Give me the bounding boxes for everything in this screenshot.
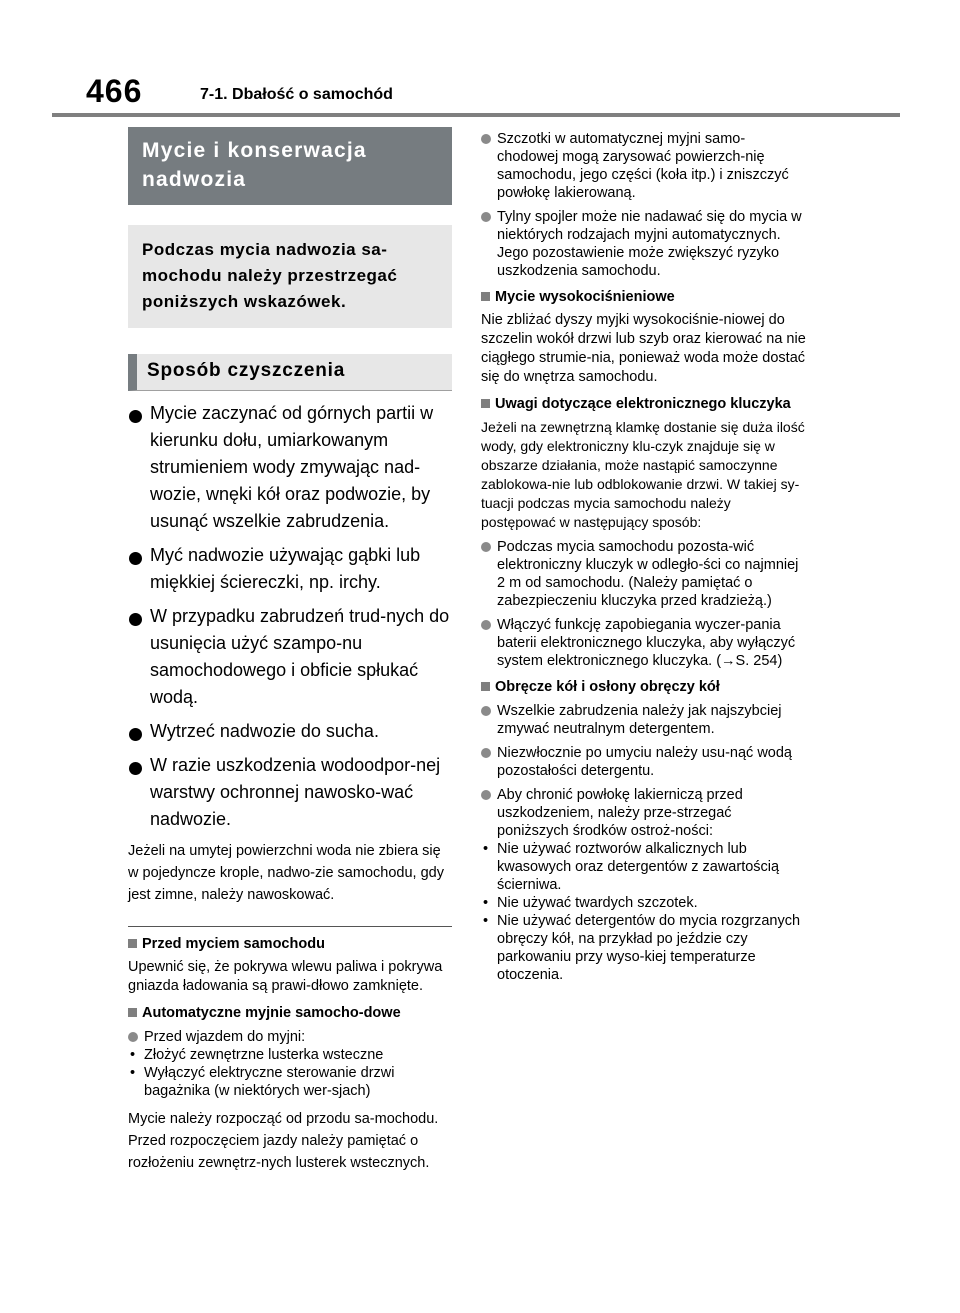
dash-bullet-icon: • — [130, 1065, 136, 1081]
list-item: Wszelkie zabrudzenia należy jak najszybciej zmywać neutralnym detergentem. — [481, 702, 806, 738]
list-item: Wytrzeć nadwozie do sucha. — [128, 718, 452, 745]
bullet-dot-icon — [481, 542, 491, 552]
intro-box: Podczas mycia nadwozia sa-mochodu należy przestrzegać poniższych wskazówek. — [128, 225, 452, 328]
dash-bullet-icon: • — [483, 895, 489, 911]
square-bullet-icon — [481, 292, 490, 301]
high-pressure-heading: Mycie wysokociśnieniowe — [481, 288, 806, 306]
header-rule — [52, 113, 900, 117]
list-item: • Złożyć zewnętrzne lusterka wsteczne — [130, 1047, 384, 1063]
wheels-heading: Obręcze kół i osłony obręczy kół — [481, 678, 806, 696]
key-notes-heading: Uwagi dotyczące elektronicznego kluczyka — [481, 395, 806, 413]
square-bullet-icon — [128, 1008, 137, 1017]
dash-bullet-icon: • — [130, 1047, 136, 1063]
list-item: Mycie zaczynać od górnych partii w kierunku dołu, umiarkowanym strumieniem wody zmywając nad-wozie, wnęki kół oraz podwozie, by usunąć wszelkie zabrudzenia. — [128, 400, 452, 535]
page-number: 466 — [86, 73, 143, 109]
list-item: • Wyłączyć elektryczne sterowanie drzwi bagażnika (w niektórych wer-sjach) — [130, 1065, 395, 1099]
auto-wash-text: Mycie należy rozpocząć od przodu sa-mochodu. Przed rozpoczęciem jazdy należy pamiętać o rozłożeniu zewnętrz-nych lusterek wstecznych. — [128, 1111, 439, 1171]
list-item: • Nie używać detergentów do mycia rozgrzanych obręczy kół, na przykład po jeździe czy parkowaniu przy wyso-kiej temperaturze otoczenia. — [483, 913, 801, 983]
high-pressure-text: Nie zbliżać dyszy myjki wysokociśnie-niowej do szczelin wokół drzwi lub szyb oraz kierować na nie ciągłego strumie-nia, ponieważ woda może dostać się do wnętrza samochodu. — [481, 312, 806, 385]
chapter-title: 7-1. Dbałość o samochód — [200, 86, 393, 103]
bullet-dot-icon — [129, 762, 142, 775]
divider — [128, 926, 452, 927]
list-item: Podczas mycia samochodu pozosta-wić elektroniczny kluczyk w odległo-ści co najmniej 2 m od samochodu. (Należy pamiętać o zabezpieczeniu kluczyka przed kradzieżą.) — [481, 538, 806, 610]
left-column — [128, 127, 452, 1174]
before-wash-text: Upewnić się, że pokrywa wlewu paliwa i pokrywa gniazda ładowania są prawi-dłowo zamknięte. — [128, 959, 443, 994]
square-bullet-icon — [481, 682, 490, 691]
bullet-dot-icon — [481, 748, 491, 758]
auto-wash-heading: Automatyczne myjnie samocho-dowe — [128, 1004, 452, 1022]
bullet-dot-icon — [481, 212, 491, 222]
list-item: W razie uszkodzenia wodoodpor-nej warstwy ochronnej nawosko-wać nadwozie. — [128, 752, 452, 833]
list-item: Tylny spojler może nie nadawać się do mycia w niektórych rodzajach myjni automatycznych. Jego pozostawienie może zwiększyć ryzyko uszkodzenia samochodu. — [481, 208, 806, 280]
bullet-dot-icon — [481, 790, 491, 800]
list-item: Przed wjazdem do myjni: — [128, 1028, 452, 1046]
bullet-dot-icon — [129, 410, 142, 423]
before-wash-heading: Przed myciem samochodu — [128, 935, 452, 953]
bullet-dot-icon — [481, 706, 491, 716]
square-bullet-icon — [481, 399, 490, 408]
right-column — [481, 127, 806, 984]
bullet-dot-icon — [129, 613, 142, 626]
dash-bullet-icon: • — [483, 913, 489, 929]
list-item: • Nie używać twardych szczotek. — [483, 895, 698, 911]
list-item: • Nie używać roztworów alkalicznych lub kwasowych oraz detergentów z zawartością ścierniwa. — [483, 841, 780, 893]
list-item: Myć nadwozie używając gąbki lub miękkiej ściereczki, np. irchy. — [128, 542, 452, 596]
cleaning-method-heading: Sposób czyszczenia — [128, 354, 452, 391]
bullet-dot-icon — [481, 134, 491, 144]
list-item: Włączyć funkcję zapobiegania wyczer-pania baterii elektronicznego kluczyka, aby wyłączyć system elektronicznego kluczyka. (→S. 254) — [481, 616, 806, 670]
bullet-dot-icon — [129, 728, 142, 741]
list-item: Niezwłocznie po umyciu należy usu-nąć wodą pozostałości detergentu. — [481, 744, 806, 780]
bullet-dot-icon — [481, 620, 491, 630]
wax-note: Jeżeli na umytej powierzchni woda nie zbiera się w pojedyncze krople, nadwo-zie samochodu, gdy jest zimne, należy nawoskować. — [128, 843, 444, 903]
list-item: Szczotki w automatycznej myjni samo-chodowej mogą zarysować powierzch-nię samochodu, jego części (koła itp.) i zniszczyć powłokę lakierowaną. — [481, 130, 806, 202]
cleaning-bullets — [128, 400, 452, 833]
section-title-box: Mycie i konserwacja nadwozia — [128, 127, 452, 205]
square-bullet-icon — [128, 939, 137, 948]
list-item: Aby chronić powłokę lakierniczą przed uszkodzeniem, należy prze-strzegać poniższych środków ostroż-ności: — [481, 786, 806, 840]
key-notes-text: Jeżeli na zewnętrzną klamkę dostanie się duża ilość wody, gdy elektroniczny klu-czyk znajduje się w obszarze działania, może nastąpić samoczynne zablokowa-nie lub odblokowanie drzwi. W takiej sy-tuacji podczas mycia samochodu należy postępować w następujący sposób: — [481, 419, 805, 530]
bullet-dot-icon — [129, 552, 142, 565]
bullet-dot-icon — [128, 1032, 138, 1042]
dash-bullet-icon: • — [483, 841, 489, 857]
list-item: W przypadku zabrudzeń trud-nych do usunięcia użyć szampo-nu samochodowego i obficie spłukać wodą. — [128, 603, 452, 711]
